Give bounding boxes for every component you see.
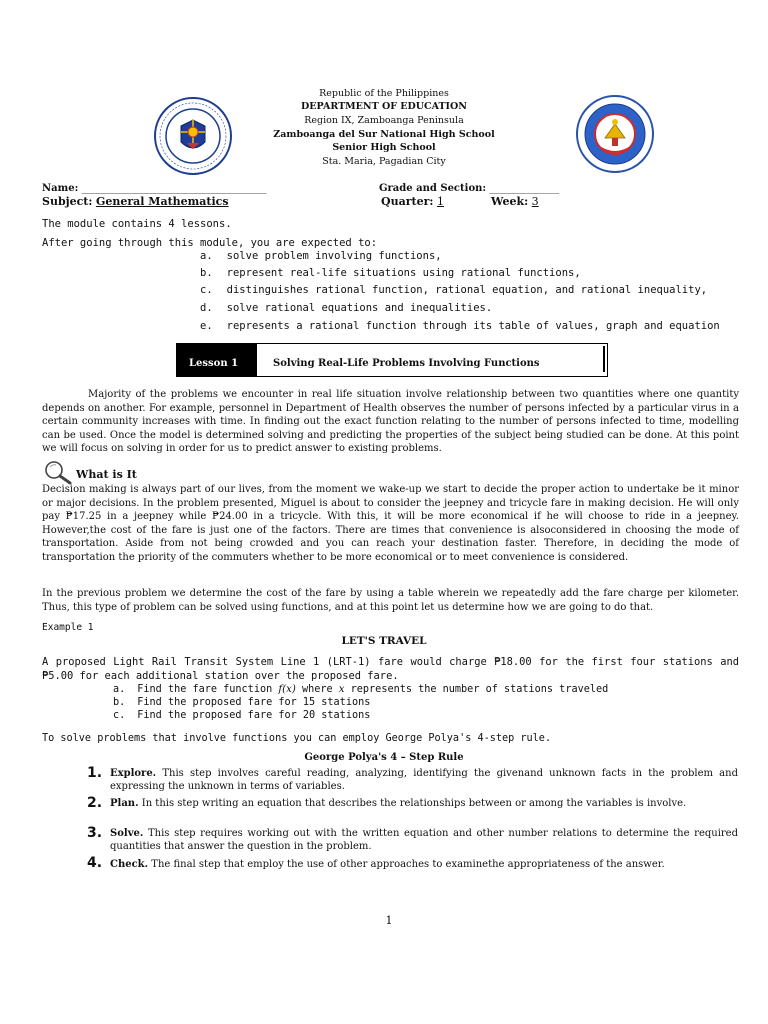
lesson-title: Solving Real-Life Problems Involving Functions <box>273 358 540 369</box>
step-text: Plan. In this step writing an equation that describes the relationships between or among the variables is involve. <box>110 798 687 809</box>
header-level: Senior High School <box>332 142 436 153</box>
header-school: Zamboanga del Sur National High School <box>273 129 495 140</box>
step-number: 2. <box>87 795 103 811</box>
example-task: a. Find the fare function f(x) where x represents the number of stations traveled <box>113 684 609 695</box>
intro-expect: After going through this module, you are expected to: <box>42 237 378 249</box>
magnifier-icon <box>43 459 73 485</box>
step-text: Solve. This step requires working out with the written equation and other number relations to determine the required quantities that answer the question in the problem. <box>110 828 738 852</box>
objective-item: a. solve problem involving functions, <box>200 250 442 262</box>
example-title: LET'S TRAVEL <box>341 635 427 647</box>
header-address: Sta. Maria, Pagadian City <box>322 156 446 167</box>
page-number: 1 <box>385 914 393 927</box>
polya-title: George Polya's 4 – Step Rule <box>304 752 464 763</box>
decision-paragraph: Decision making is always part of our lives, from the moment we wake-up we start to decide the proper action to undertake be it minor or major decisions. In the problem presented, Miguel is about to consider the jeepney and tricycle fare in making decision. He will only pay ₱17.25 in a jeepney while ₱24.00 in a tricycle. With this, it will be more economical if he will choose to ride in a jeepney. However,the cost of the fare is just one of the factors. There are times that convenience is alsoconsidered in choosing the mode of transportation. Aside from not being crowded and you can reach your destination faster. Therefore, in deciding the mode of transportation the priority of the commuters whether to be more economical or to meet convenience is considered. <box>42 484 739 563</box>
step-text: Explore. This step involves careful reading, analyzing, identifying the givenand unknown facts in the problem and expressing the unknown in terms of variables. <box>110 768 738 792</box>
example-task: b. Find the proposed fare for 15 stations <box>113 697 371 708</box>
name-blank[interactable]: _____________________________________ <box>81 183 267 194</box>
step-number: 3. <box>87 825 103 841</box>
subject-label: Subject: <box>42 195 93 208</box>
name-label: Name: <box>42 183 79 194</box>
example-label: Example 1 <box>42 622 94 633</box>
grade-section-blank[interactable]: ______________ <box>489 183 560 194</box>
objective-item: c. distinguishes rational function, rational equation, and rational inequality, <box>200 284 708 296</box>
subject-field <box>42 195 229 208</box>
week-value: 3 <box>531 195 539 208</box>
what-is-it-heading: What is It <box>76 468 137 481</box>
week-field <box>491 195 539 208</box>
quarter-value: 1 <box>436 195 444 208</box>
header-republic: Republic of the Philippines <box>319 88 449 99</box>
lesson-banner <box>176 343 608 377</box>
header-department: DEPARTMENT OF EDUCATION <box>301 101 467 112</box>
grade-section-field[interactable] <box>379 183 559 194</box>
intro-lessons: The module contains 4 lessons. <box>42 218 232 230</box>
quarter-label: Quarter: <box>381 195 434 208</box>
intro-paragraph: Majority of the problems we encounter in real life situation involve relationship between two quantities where one quantity depends on another. For example, personnel in Department of Health observes the number of persons infected by a particular virus in a certain community increases with time. In finding out the exact function relating to the number of persons infected to time, modelling can be used. Once the model is determined solving and predicting the properties of the subject being studied can be done. At this point we will focus on solving in order for us to predict answer to existing problems. <box>42 389 739 455</box>
step-number: 4. <box>87 855 103 871</box>
objective-item: e. represents a rational function through its table of values, graph and equation <box>200 320 720 332</box>
name-field[interactable] <box>42 183 266 194</box>
subject-value: General Mathematics <box>95 195 229 208</box>
lesson-label: Lesson 1 <box>177 344 257 376</box>
previous-problem-paragraph: In the previous problem we determine the cost of the fare by using a table wherein we repeatedly add the fare charge per kilometer. Thus, this type of problem can be solved using functions, and at this point let us determine how we are going to do that. <box>42 588 739 613</box>
objective-item: b. represent real-life situations using rational functions, <box>200 267 581 279</box>
week-label: Week: <box>491 195 529 208</box>
quarter-field <box>381 195 444 208</box>
step-text: Check. The final step that employ the use of other approaches to examinethe appropriateness of the answer. <box>110 859 665 870</box>
example-task: c. Find the proposed fare for 20 stations <box>113 710 371 721</box>
grade-section-label: Grade and Section: <box>379 183 487 194</box>
polya-intro: To solve problems that involve functions you can employ George Polya's 4-step rule. <box>42 733 552 744</box>
header-region: Region IX, Zamboanga Peninsula <box>304 115 464 126</box>
step-number: 1. <box>87 765 103 781</box>
objective-item: d. solve rational equations and inequalities. <box>200 302 493 314</box>
example-problem: A proposed Light Rail Transit System Line 1 (LRT-1) fare would charge ₱18.00 for the first four stations and ₱5.00 for each additional station over the proposed fare. <box>42 656 739 682</box>
